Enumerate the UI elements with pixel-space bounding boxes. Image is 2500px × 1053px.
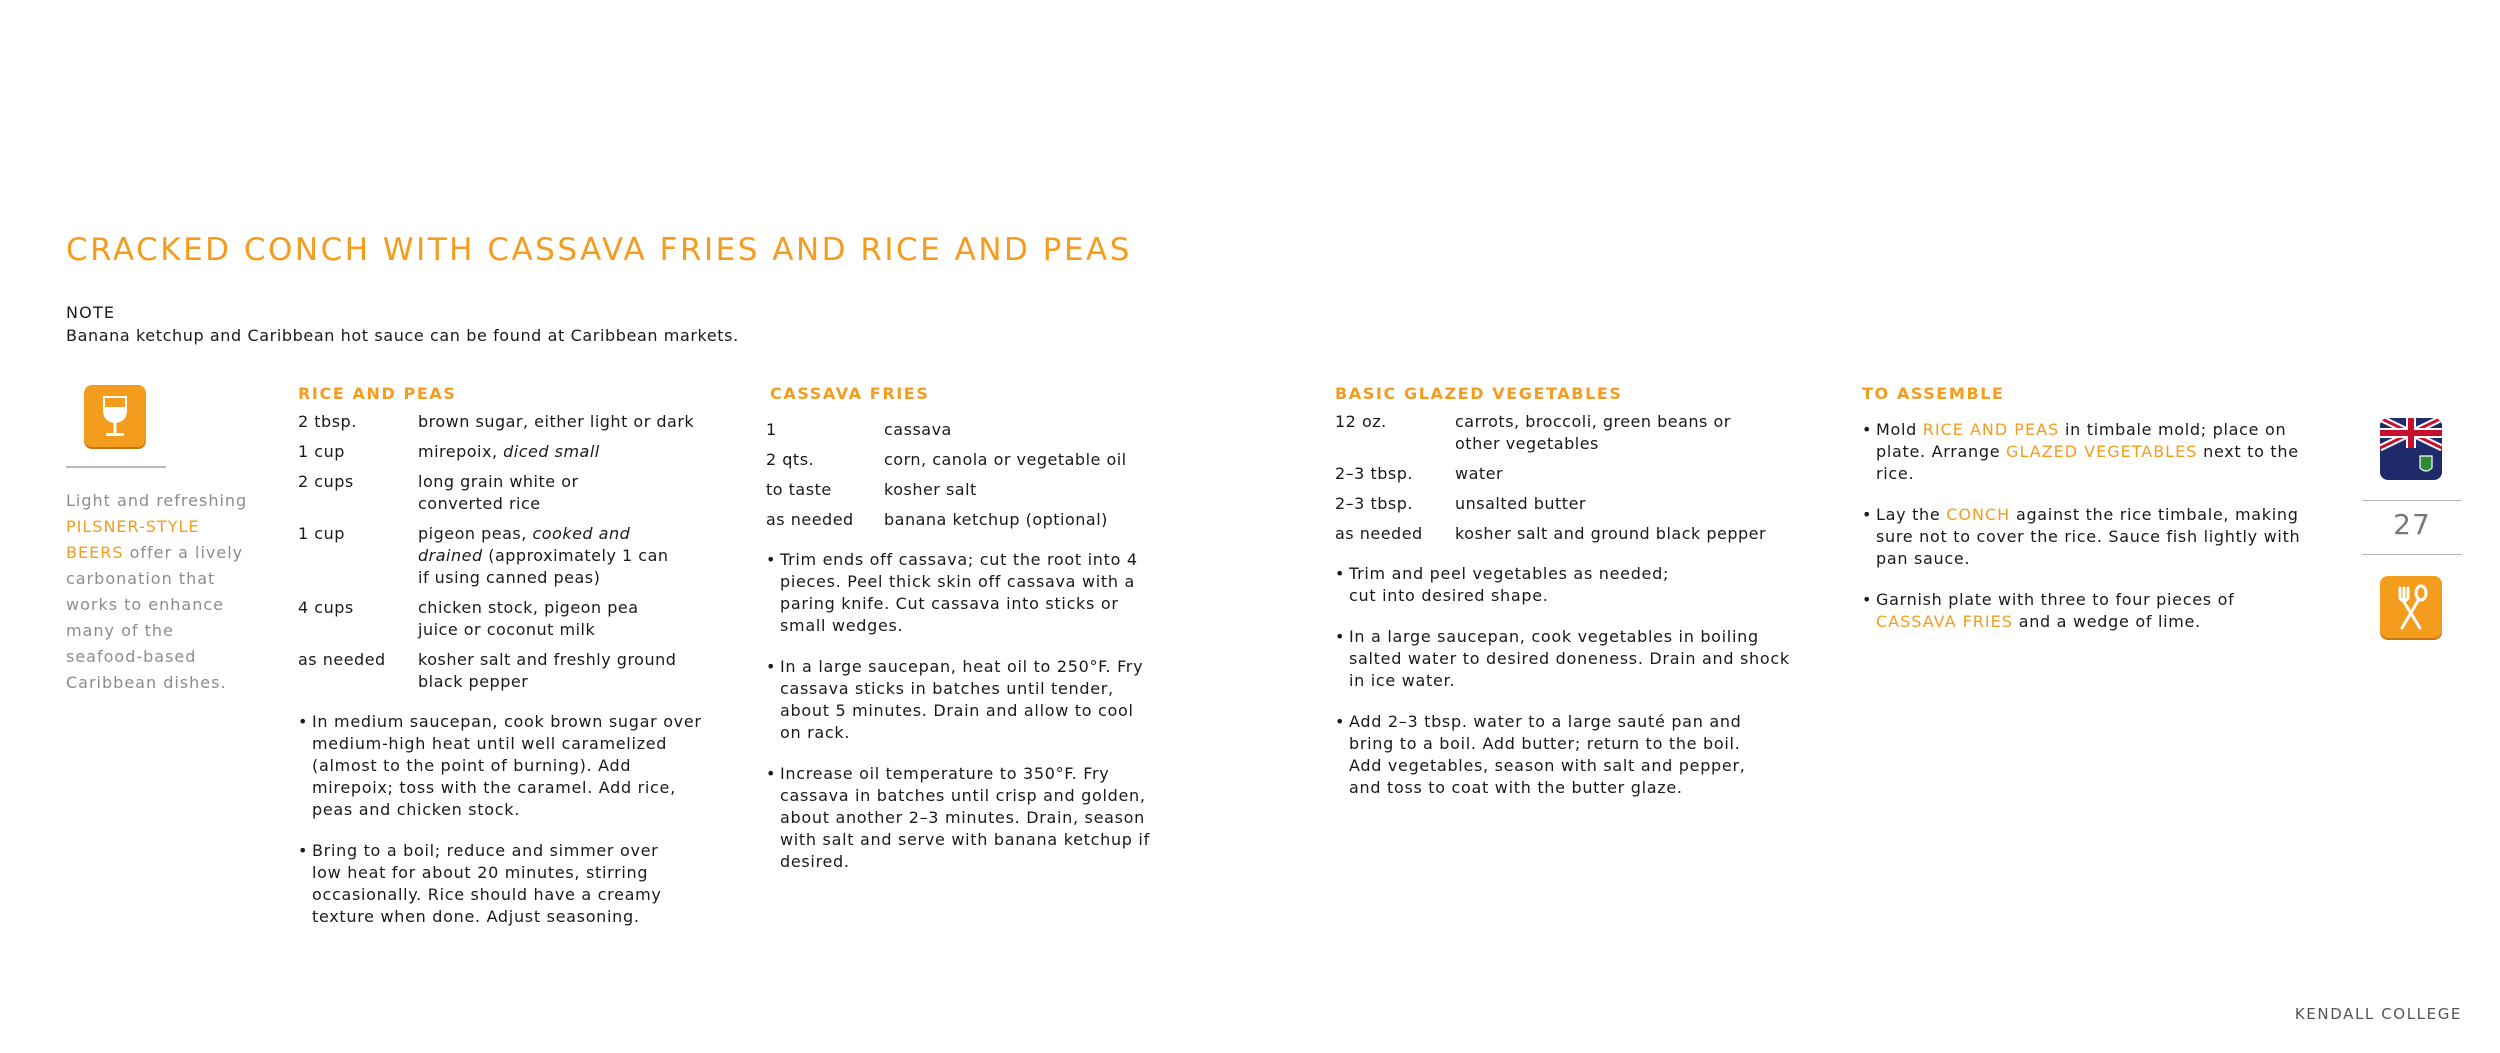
ingredient-item: carrots, broccoli, green beans or other vegetables <box>1455 412 1731 453</box>
step-highlight: RICE AND PEAS <box>1922 420 2060 439</box>
fork-and-spoon-icon <box>2380 576 2442 638</box>
british-virgin-islands-flag-icon <box>2380 418 2442 480</box>
step: • Bring to a boil; reduce and simmer over low heat for about 20 minutes, stirring occasionally. Rice should have a creamy texture when done. Adjust seasoning. <box>298 840 682 928</box>
step-text: Lay the <box>1876 505 1947 524</box>
glazed-vegetables-steps <box>1335 563 1805 799</box>
page-number: 27 <box>2393 508 2431 541</box>
ingredient-qty: as needed <box>766 510 854 529</box>
ingredient-row <box>298 597 718 641</box>
ingredient-item <box>418 441 718 463</box>
ingredient-item-text: mirepoix, <box>418 442 504 461</box>
page-number-rule-top <box>2362 500 2462 501</box>
note-text: Banana ketchup and Caribbean hot sauce can be found at Caribbean markets. <box>66 326 739 345</box>
pairing-note <box>66 488 256 696</box>
footer-brand: KENDALL COLLEGE <box>2294 1005 2462 1023</box>
wine-glass-icon <box>84 385 146 447</box>
step <box>1862 419 2317 485</box>
glazed-vegetables-heading: BASIC GLAZED VEGETABLES <box>1335 384 1623 403</box>
step-text: Garnish plate with three to four pieces of <box>1876 590 2235 609</box>
ingredient-item: cassava <box>884 420 952 439</box>
glazed-vegetables-section <box>1335 384 1815 818</box>
step-text: next to the rice. <box>1876 442 2299 483</box>
ingredient-qty: 1 cup <box>298 442 345 461</box>
cassava-fries-steps <box>766 549 1151 873</box>
page-number-rule-bottom <box>2362 554 2462 555</box>
cassava-fries-heading: CASSAVA FRIES <box>770 384 930 403</box>
ingredient-qty: 1 cup <box>298 524 345 543</box>
step: • Increase oil temperature to 350°F. Fry cassava in batches until crisp and golden, about another 2–3 minutes. Drain, season with salt and serve with banana ketchup if desired. <box>766 763 1150 873</box>
page-title: CRACKED CONCH WITH CASSAVA FRIES AND RICE AND PEAS <box>66 232 1132 268</box>
step <box>1862 589 2317 633</box>
ingredient-item-after: (approximately 1 can if using canned peas) <box>418 546 669 587</box>
ingredient-row <box>298 471 718 515</box>
step: • Add 2–3 tbsp. water to a large sauté pan and bring to a boil. Add butter; return to the boil. Add vegetables, season with salt and pepper, and toss to coat with the butter glaze. <box>1335 711 1779 799</box>
ingredient-qty: 2 tbsp. <box>298 412 357 431</box>
ingredient-item-italic: cooked and drained <box>418 524 631 565</box>
step: • In a large saucepan, cook vegetables in boiling salted water to desired doneness. Drain and shock in ice water. <box>1335 626 1805 692</box>
ingredient-qty: 4 cups <box>298 598 354 617</box>
ingredient-item-text: pigeon peas, <box>418 524 533 543</box>
pairing-text-before: Light and refreshing <box>66 491 248 510</box>
ingredient-qty: 1 <box>766 420 777 439</box>
step: • Trim ends off cassava; cut the root into 4 pieces. Peel thick skin off cassava with a paring knife. Cut cassava into sticks or small wedges. <box>766 549 1150 637</box>
ingredient-item-italic: diced small <box>503 442 600 461</box>
step-text: Mold <box>1876 420 1923 439</box>
step <box>1862 504 2317 570</box>
step-text: against the rice timbale, making sure not to cover the rice. Sauce fish lightly with pan sauce. <box>1876 505 2301 568</box>
ingredient-row <box>298 411 718 433</box>
ingredient-item: banana ketchup (optional) <box>884 510 1108 529</box>
step-highlight: GLAZED VEGETABLES <box>2006 442 2198 461</box>
step-highlight: CONCH <box>1946 505 2011 524</box>
ingredient-qty: to taste <box>766 480 832 499</box>
assemble-heading: TO ASSEMBLE <box>1862 384 2005 403</box>
ingredient-item: brown sugar, either light or dark <box>418 412 695 431</box>
ingredient-row <box>298 523 718 589</box>
ingredient-item: kosher salt and ground black pepper <box>1455 524 1767 543</box>
ingredient-item: water <box>1455 464 1504 483</box>
pairing-text-after: offer a lively carbonation that works to enhance many of the seafood-based Caribbean dishes. <box>66 543 244 692</box>
step-text: in timbale mold; place on plate. Arrange <box>1876 420 2287 461</box>
ingredient-item: kosher salt <box>884 480 977 499</box>
step-text: and a wedge of lime. <box>2012 612 2201 631</box>
ingredient-row <box>1335 463 1815 485</box>
ingredient-row <box>1335 411 1815 455</box>
ingredient-item: kosher salt and freshly ground black pepper <box>418 650 677 691</box>
assemble-section <box>1862 384 2322 652</box>
rice-and-peas-section <box>298 384 718 947</box>
step: • In medium saucepan, cook brown sugar over medium-high heat until well caramelized (almost to the point of burning). Add mirepoix; toss with the caramel. Add rice, peas and chicken stock. <box>298 711 708 821</box>
ingredient-item: corn, canola or vegetable oil <box>884 450 1127 469</box>
ingredient-qty: 2 cups <box>298 472 354 491</box>
ingredient-row <box>766 479 1166 501</box>
ingredient-item: chicken stock, pigeon pea juice or coconut milk <box>418 598 639 639</box>
ingredient-qty: 2–3 tbsp. <box>1335 494 1413 513</box>
note-label: NOTE <box>66 303 116 322</box>
ingredient-qty: as needed <box>1335 524 1423 543</box>
rice-and-peas-steps <box>298 711 708 928</box>
cassava-fries-section <box>766 384 1166 892</box>
ingredient-row <box>1335 493 1815 515</box>
ingredient-item: long grain white or converted rice <box>418 472 579 513</box>
ingredient-row <box>766 449 1166 471</box>
ingredient-qty: 2 qts. <box>766 450 815 469</box>
step-highlight: CASSAVA FRIES <box>1876 612 2013 631</box>
ingredient-qty: as needed <box>298 650 386 669</box>
ingredient-row <box>298 441 718 463</box>
ingredient-qty: 12 oz. <box>1335 412 1387 431</box>
ingredient-row <box>1335 523 1815 545</box>
pairing-divider <box>66 466 166 468</box>
ingredient-item <box>418 523 678 589</box>
ingredient-row <box>298 649 718 693</box>
assemble-steps <box>1862 419 2317 633</box>
ingredient-row <box>766 509 1166 531</box>
ingredient-item: unsalted butter <box>1455 494 1586 513</box>
ingredient-row <box>766 419 1166 441</box>
ingredient-qty: 2–3 tbsp. <box>1335 464 1413 483</box>
step: • In a large saucepan, heat oil to 250°F. Fry cassava sticks in batches until tender, about 5 minutes. Drain and allow to cool on rack. <box>766 656 1151 744</box>
rice-and-peas-heading: RICE AND PEAS <box>298 384 457 403</box>
note <box>66 301 739 347</box>
pairing-highlight: PILSNER-STYLE BEERS <box>66 517 200 562</box>
step: • Trim and peel vegetables as needed; cut into desired shape. <box>1335 563 1689 607</box>
